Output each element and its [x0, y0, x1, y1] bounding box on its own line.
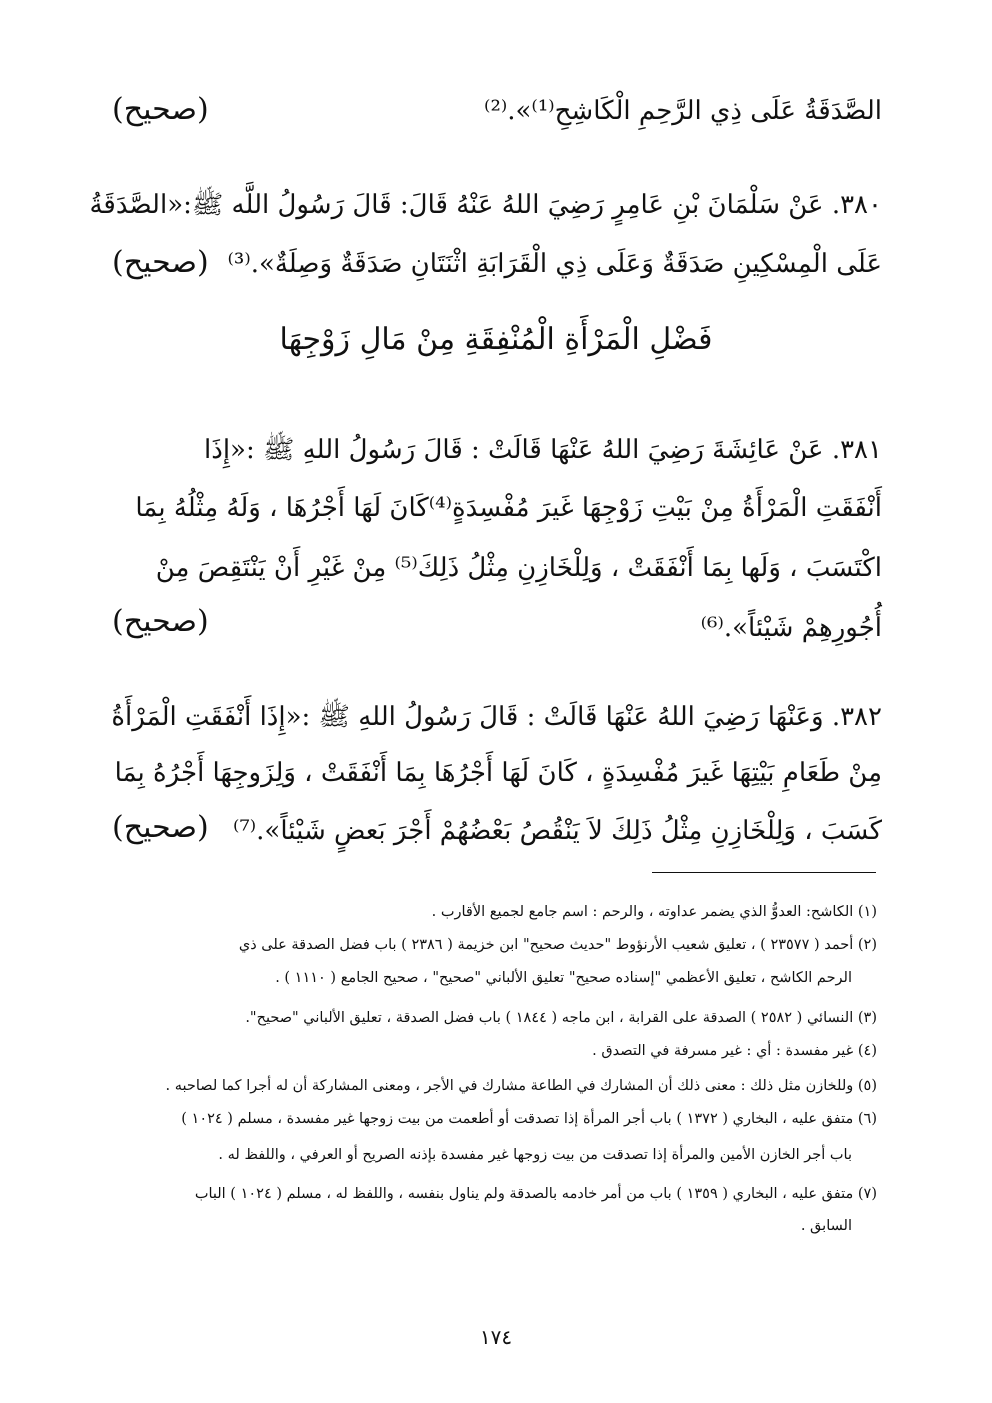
hadith-381-line-3: اكْتَسَبَ ، وَلَها بِمَا أَنْفَقَتْ ، وَلِلْخَازِنِ مِثْلُ ذَلِكَ⁽⁵⁾ مِنْ غَيْرِ أَنْ يَنْتَقِصَ مِنْ	[155, 553, 882, 583]
footnote-separator	[652, 872, 876, 873]
hadith-381-line-4: أُجُورِهِمْ شَيْئاً».⁽⁶⁾	[700, 613, 882, 643]
footnote-6-continued: باب أجر الخازن الأمين والمرأة إذا تصدقت من بيت زوجها غير مفسدة بإذنه الصريح أو العرفي ، واللفظ له .	[218, 1147, 852, 1163]
footnote-7: (٧) متفق عليه ، البخاري ( ١٣٥٩ ) باب من أمر خادمه بالصدقة ولم يناول بنفسه ، واللفظ له ، مسلم ( ١٠٢٤ ) الباب	[194, 1186, 877, 1202]
hadith-380-line-2: عَلَى الْمِسْكِينِ صَدَقَةٌ وَعَلَى ذِي الْقَرَابَةِ اثْنَتَانِ صَدَقَةٌ وَصِلَةٌ».⁽³⁾	[227, 249, 882, 279]
footnote-2-continued: الرحم الكاشح ، تعليق الأعظمي "إسناده صحيح" تعليق الألباني "صحيح" ، صحيح الجامع ( ١١١٠ ) .	[275, 970, 852, 986]
grade-label: (صحيح)	[112, 810, 209, 845]
hadith-continuation-line: الصَّدَقَةُ عَلَى ذِي الرَّحِمِ الْكَاشِحِ⁽¹⁾».⁽²⁾	[484, 96, 882, 126]
hadith-382-line-2: مِنْ طَعَامِ بَيْتِهَا غَيرَ مُفْسِدَةٍ ، كَانَ لَهَا أَجْرُهَا بِمَا أَنْفَقَتْ ، وَلِزَوجِهَا أَجْرُهُ بِمَا	[114, 758, 882, 788]
hadith-380-line-1: ٣٨٠. عَنْ سَلْمَانَ بْنِ عَامِرٍ رَضِيَ اللهُ عَنْهُ قَالَ: قَالَ رَسُولُ اللَّه ﷺ:«الصَّدَقَةُ	[89, 190, 882, 220]
hadith-381-line-1: ٣٨١. عَنْ عَائِشَةَ رَضِيَ اللهُ عَنْهَا قَالَتْ : قَالَ رَسُولُ اللهِ ﷺ :«إِذَا	[204, 435, 882, 465]
footnote-7-continued: السابق .	[800, 1218, 852, 1234]
footnote-4: (٤) غير مفسدة : أي : غير مسرفة في التصدق .	[592, 1043, 877, 1059]
grade-label: (صحيح)	[112, 245, 209, 280]
hadith-381-line-2: أَنْفَقَتِ الْمَرْأَةُ مِنْ بَيْتِ زَوْجِهَا غَيرَ مُفْسِدَةٍ⁽⁴⁾كَانَ لَهَا أَجْرُهَا ، وَلَهُ مِثْلُهُ بِمَا	[135, 493, 882, 523]
footnote-6: (٦) متفق عليه ، البخاري ( ١٣٧٢ ) باب أجر المرأة إذا تصدقت أو أطعمت من بيت زوجها غير مفسدة ، مسلم ( ١٠٢٤ )	[181, 1111, 877, 1127]
footnote-1: (١) الكاشح: العدوُّ الذي يضمر عداوته ، والرحم : اسم جامع لجميع الأقارب .	[431, 904, 877, 920]
grade-label: (صحيح)	[112, 604, 209, 639]
footnote-2: (٢) أحمد ( ٢٣٥٧٧ ) ، تعليق شعيب الأرنؤوط "حديث صحيح" ابن خزيمة ( ٢٣٨٦ ) باب فضل الصدقة على ذي	[238, 937, 877, 953]
hadith-382-line-3: كَسَبَ ، وَلِلْخَازِنِ مِثْلُ ذَلِكَ لاَ يَنْقُصُ بَعْضُهُمْ أَجْرَ بَعضٍ شَيْئاً».⁽⁷⁾	[232, 816, 882, 846]
page-number: ١٧٤	[479, 1325, 513, 1349]
grade-label: (صحيح)	[112, 92, 209, 127]
footnote-3: (٣) النسائي ( ٢٥٨٢ ) الصدقة على القرابة ، ابن ماجه ( ١٨٤٤ ) باب فضل الصدقة ، تعليق الألباني "صحيح".	[245, 1010, 877, 1026]
section-heading: فَضْلِ الْمَرْأَةِ الْمُنْفِقَةِ مِنْ مَالِ زَوْجِهَا	[279, 322, 713, 357]
footnote-5: (٥) وللخازن مثل ذلك : معنى ذلك أن المشارك في الطاعة مشارك في الأجر ، ومعنى المشاركة أن له أجرا كما لصاحبه .	[165, 1078, 877, 1094]
hadith-382-line-1: ٣٨٢. وَعَنْهَا رَضِيَ اللهُ عَنْهَا قَالَتْ : قَالَ رَسُولُ اللهِ ﷺ :«إِذَا أَنْفَقَتِ الْمَرْأَةُ	[111, 702, 882, 732]
